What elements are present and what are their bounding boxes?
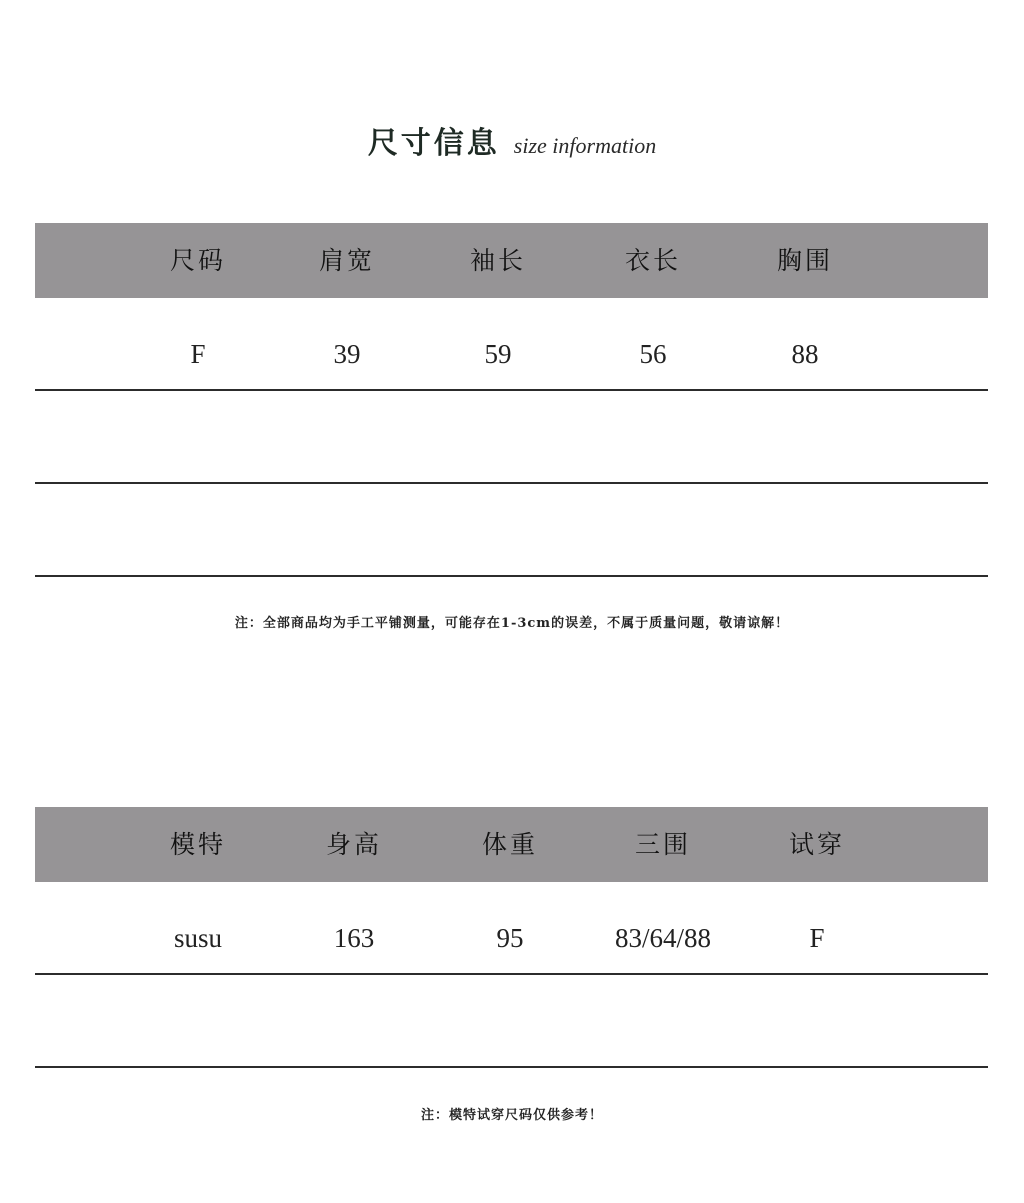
cell-length: 56 xyxy=(639,339,667,369)
cell-measurements: 83/64/88 xyxy=(614,923,712,953)
title-english: size information xyxy=(513,133,657,158)
cell-height: 163 xyxy=(333,923,375,953)
table-row-empty xyxy=(35,484,988,577)
header-size: 尺码 xyxy=(169,246,227,275)
model-note: 注：模特试穿尺码仅供参考！ xyxy=(420,1108,603,1123)
cell-size: F xyxy=(190,339,206,369)
header-length: 衣长 xyxy=(624,246,682,275)
title-chinese: 尺寸信息 xyxy=(367,126,500,161)
header-sleeve: 袖长 xyxy=(469,246,527,275)
table-row xyxy=(35,298,988,391)
header-model: 模特 xyxy=(169,830,227,859)
table-row xyxy=(35,882,988,975)
cell-weight: 95 xyxy=(496,923,524,953)
size-table xyxy=(35,223,988,577)
header-measurements: 三围 xyxy=(634,830,692,859)
header-tried-size: 试穿 xyxy=(788,830,846,859)
cell-tried-size: F xyxy=(809,923,825,953)
cell-bust: 88 xyxy=(791,339,819,369)
page-title xyxy=(0,118,1024,162)
model-table xyxy=(35,807,988,1068)
cell-shoulder: 39 xyxy=(333,339,361,369)
header-bust: 胸围 xyxy=(776,246,834,275)
table-row-empty xyxy=(35,975,988,1068)
size-table-header xyxy=(35,223,988,298)
cell-sleeve: 59 xyxy=(484,339,512,369)
header-height: 身高 xyxy=(325,830,383,859)
model-table-header xyxy=(35,807,988,882)
measurement-note: 注：全部商品均为手工平铺测量，可能存在1-3cm的误差，不属于质量问题，敬请谅解！ xyxy=(234,616,790,631)
cell-model: susu xyxy=(173,923,223,953)
header-shoulder: 肩宽 xyxy=(318,246,376,275)
header-weight: 体重 xyxy=(481,830,539,859)
table-row-empty xyxy=(35,391,988,484)
